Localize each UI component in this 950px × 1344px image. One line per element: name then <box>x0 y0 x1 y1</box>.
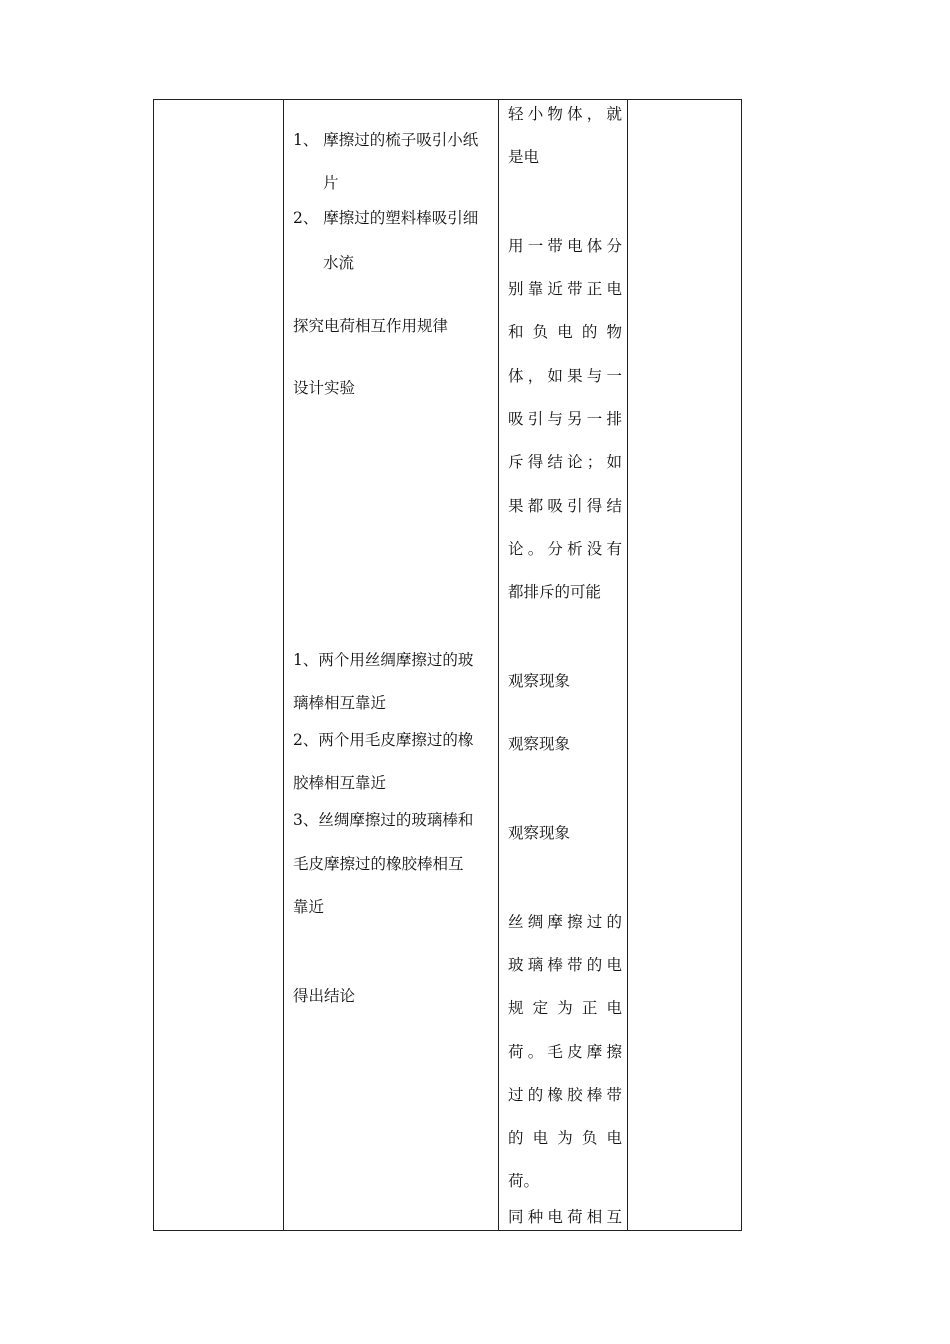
experiment-2-line-2: 胶棒相互靠近 <box>293 774 387 792</box>
note-line: 规定为正电 <box>508 999 622 1017</box>
experiment-3-line-2: 毛皮摩擦过的橡胶棒相互 <box>293 855 464 873</box>
lesson-table <box>153 99 742 1231</box>
note-line: 丝绸摩擦过的 <box>508 913 622 931</box>
observe-label-2: 观察现象 <box>508 735 571 753</box>
observe-label-3: 观察现象 <box>508 824 571 842</box>
intro-item-1-line-1: 1、 摩擦过的梳子吸引小纸 <box>293 131 479 149</box>
column-divider <box>283 100 284 1230</box>
cell-student-activity <box>285 100 499 1230</box>
note-line: 用一带电体分 <box>508 237 622 255</box>
experiment-1-line-2: 璃棒相互靠近 <box>293 694 387 712</box>
note-line: 荷。毛皮摩擦 <box>508 1043 622 1061</box>
intro-item-1-line-2: 片 <box>323 174 339 192</box>
note-line: 和负电的物 <box>508 323 622 341</box>
conclusion-heading: 得出结论 <box>293 987 356 1005</box>
note-line: 果都吸引得结 <box>508 497 622 515</box>
note-line: 是电 <box>508 148 540 166</box>
note-line: 的电为负电 <box>508 1129 622 1147</box>
experiment-1-line-1: 1、两个用丝绸摩擦过的玻 <box>293 651 474 669</box>
note-line: 斥得结论；如 <box>508 453 622 471</box>
explore-heading: 探究电荷相互作用规律 <box>293 317 449 335</box>
experiment-3-line-1: 3、丝绸摩擦过的玻璃棒和 <box>293 811 474 829</box>
experiment-3-line-3: 靠近 <box>293 898 325 916</box>
note-line: 别靠近带正电 <box>508 280 622 298</box>
cell-design-intent <box>500 100 628 1230</box>
note-line: 同种电荷相互 <box>508 1208 622 1226</box>
note-line: 过的橡胶棒带 <box>508 1086 622 1104</box>
note-line: 都排斥的可能 <box>508 583 602 601</box>
intro-item-2-line-2: 水流 <box>323 254 355 272</box>
intro-item-2-line-1: 2、 摩擦过的塑料棒吸引细 <box>293 209 479 227</box>
note-line: 论。分析没有 <box>508 540 622 558</box>
note-line: 玻璃棒带的电 <box>508 956 622 974</box>
observe-label-1: 观察现象 <box>508 672 571 690</box>
note-line: 轻小物体，就 <box>508 105 622 123</box>
design-heading: 设计实验 <box>293 379 356 397</box>
experiment-2-line-1: 2、两个用毛皮摩擦过的橡 <box>293 731 474 749</box>
note-line: 吸引与另一排 <box>508 410 622 428</box>
note-line: 体，如果与一 <box>508 367 622 385</box>
note-line: 荷。 <box>508 1172 540 1190</box>
